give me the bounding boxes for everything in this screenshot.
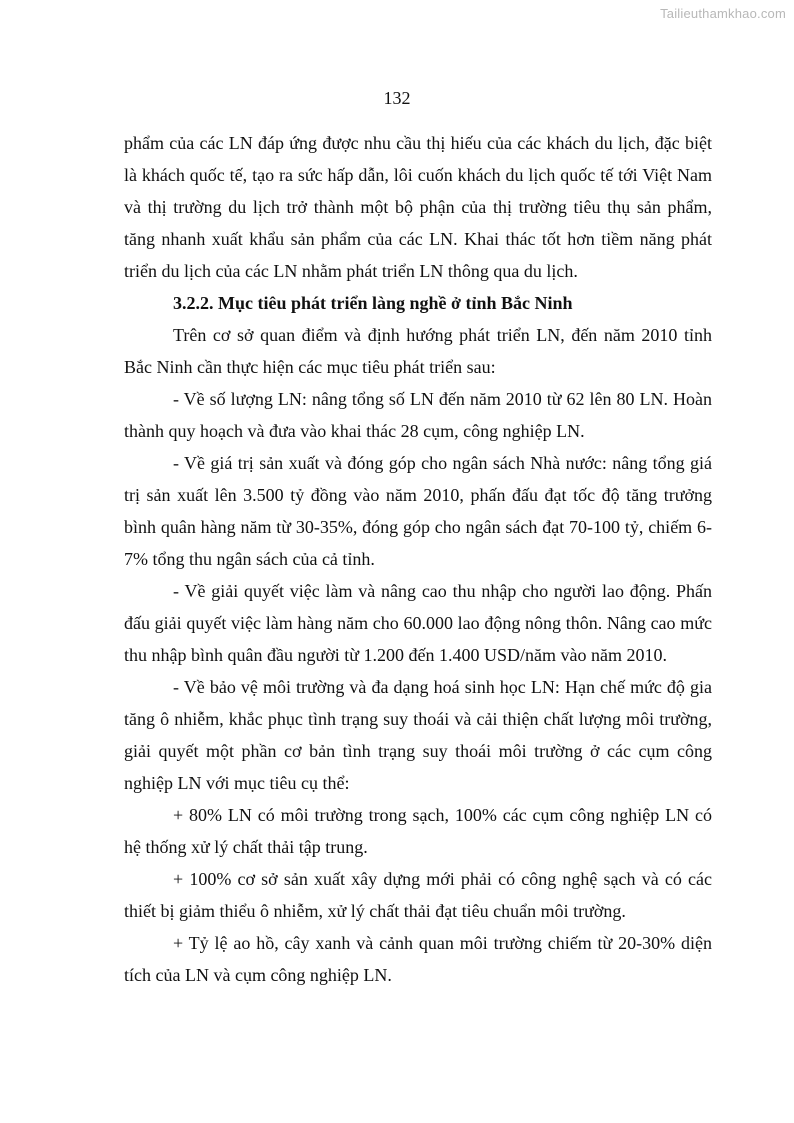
paragraph-target-clean-villages: + 80% LN có môi trường trong sạch, 100% các cụm công nghiệp LN có hệ thống xử lý chất thải tập trung. — [124, 805, 712, 857]
page-body — [124, 127, 712, 991]
paragraph-employment-goal: - Về giải quyết việc làm và nâng cao thu nhập cho người lao động. Phấn đấu giải quyết việc làm hàng năm cho 60.000 lao động nông thôn. Nâng cao mức thu nhập bình quân đầu người từ 1.200 đến 1.400 USD/năm vào năm 2010. — [124, 581, 712, 665]
paragraph-environment-goal: - Về bảo vệ môi trường và đa dạng hoá sinh học LN: Hạn chế mức độ gia tăng ô nhiễm, khắc phục tình trạng suy thoái và cải thiện chất lượng môi trường, giải quyết một phần cơ bản tình trạng suy thoái môi trường ở các cụm công nghiệp LN với mục tiêu cụ thể: — [124, 677, 712, 793]
paragraph-intro: Trên cơ sở quan điểm và định hướng phát triển LN, đến năm 2010 tỉnh Bắc Ninh cần thực hiện các mục tiêu phát triển sau: — [124, 325, 712, 377]
paragraph-target-clean-technology: + 100% cơ sở sản xuất xây dựng mới phải có công nghệ sạch và có các thiết bị giảm thiểu ô nhiễm, xử lý chất thải đạt tiêu chuẩn môi trường. — [124, 869, 712, 921]
page-number: 132 — [383, 88, 411, 108]
paragraph-production-value-goal: - Về giá trị sản xuất và đóng góp cho ngân sách Nhà nước: nâng tổng giá trị sản xuất lên 3.500 tỷ đồng vào năm 2010, phấn đấu đạt tốc độ tăng trưởng bình quân hàng năm từ 30-35%, đóng góp cho ngân sách đạt 70-100 tỷ, chiếm 6-7% tổng thu ngân sách của cả tỉnh. — [124, 453, 712, 569]
watermark: Tailieuthamkhao.com — [660, 6, 786, 21]
paragraph-quantity-goal: - Về số lượng LN: nâng tổng số LN đến năm 2010 từ 62 lên 80 LN. Hoàn thành quy hoạch và đưa vào khai thác 28 cụm, công nghiệp LN. — [124, 389, 712, 441]
paragraph-continuation: phẩm của các LN đáp ứng được nhu cầu thị hiếu của các khách du lịch, đặc biệt là khách quốc tế, tạo ra sức hấp dẫn, lôi cuốn khách du lịch quốc tế tới Việt Nam và thị trường du lịch trở thành một bộ phận của thị trường tiêu thụ sản phẩm, tăng nhanh xuất khẩu sản phẩm của các LN. Khai thác tốt hơn tiềm năng phát triển du lịch của các LN nhằm phát triển LN thông qua du lịch. — [124, 133, 712, 281]
section-heading: 3.2.2. Mục tiêu phát triển làng nghề ở tỉnh Bắc Ninh — [173, 293, 573, 313]
paragraph-target-green-area: + Tỷ lệ ao hồ, cây xanh và cảnh quan môi trường chiếm từ 20-30% diện tích của LN và cụm công nghiệp LN. — [124, 933, 712, 985]
